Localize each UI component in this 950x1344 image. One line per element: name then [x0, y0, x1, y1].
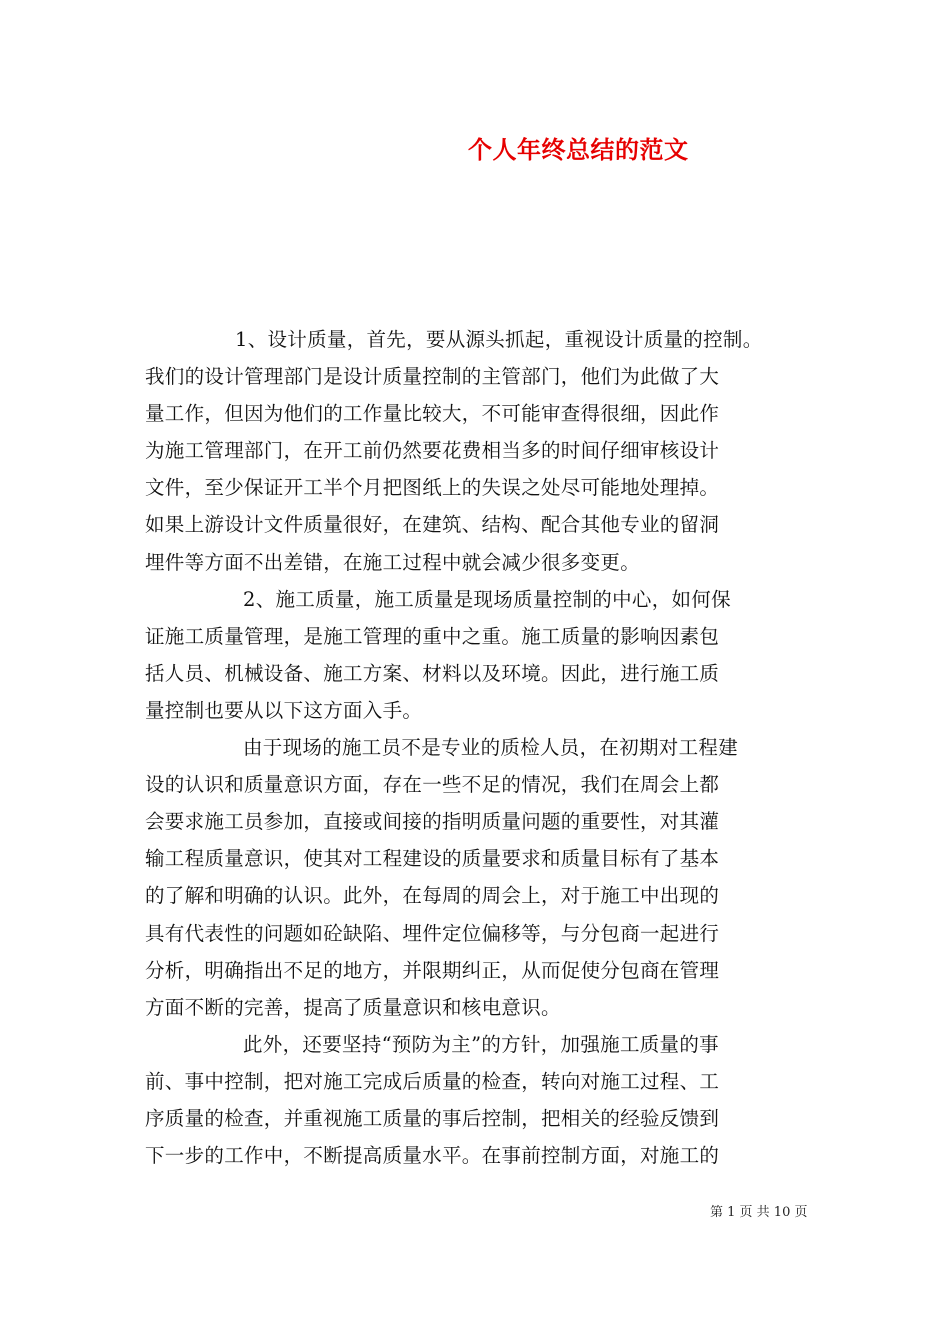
- text-line: 括人员、机械设备、施工方案、材料以及环境。因此，进行施工质: [145, 661, 720, 685]
- document-body: [145, 321, 825, 1174]
- text-line: 前、事中控制，把对施工完成后质量的检查，转向对施工过程、工: [145, 1069, 720, 1093]
- text-line: 量工作，但因为他们的工作量比较大，不可能审查得很细，因此作: [145, 402, 720, 426]
- text-line: 设的认识和质量意识方面，存在一些不足的情况，我们在周会上都: [145, 773, 720, 797]
- page-footer: 第 1 页 共 10 页: [710, 1205, 808, 1220]
- text-line: 埋件等方面不出差错，在施工过程中就会减少很多变更。: [145, 550, 641, 574]
- text-line: 序质量的检查，并重视施工质量的事后控制，把相关的经验反馈到: [145, 1106, 720, 1130]
- text-line: 我们的设计管理部门是设计质量控制的主管部门，他们为此做了大: [145, 365, 720, 389]
- page-title: 个人年终总结的范文: [468, 135, 689, 164]
- text-line: 为施工管理部门，在开工前仍然要花费相当多的时间仔细审核设计: [145, 439, 720, 463]
- text-line: 如果上游设计文件质量很好，在建筑、结构、配合其他专业的留洞: [145, 513, 720, 537]
- text-line: 由于现场的施工员不是专业的质检人员，在初期对工程建: [243, 736, 739, 760]
- text-line: 分析，明确指出不足的地方，并限期纠正，从而促使分包商在管理: [145, 958, 720, 982]
- text-line: 具有代表性的问题如砼缺陷、埋件定位偏移等，与分包商一起进行: [145, 921, 720, 945]
- text-line: 下一步的工作中，不断提高质量水平。在事前控制方面，对施工的: [145, 1144, 720, 1168]
- text-line: 输工程质量意识，使其对工程建设的质量要求和质量目标有了基本: [145, 847, 720, 871]
- text-line: 证施工质量管理，是施工管理的重中之重。施工质量的影响因素包: [145, 624, 720, 648]
- text-line: 1、设计质量，首先，要从源头抓起，重视设计质量的控制。: [235, 328, 763, 351]
- text-line: 会要求施工员参加，直接或间接的指明质量问题的重要性，对其灌: [145, 810, 720, 834]
- text-line: 2、施工质量，施工质量是现场质量控制的中心，如何保: [243, 587, 731, 611]
- text-line: 的了解和明确的认识。此外，在每周的周会上，对于施工中出现的: [145, 884, 720, 908]
- text-line: 文件，至少保证开工半个月把图纸上的失误之处尽可能地处理掉。: [145, 476, 720, 500]
- text-line: 此外，还要坚持“预防为主”的方针，加强施工质量的事: [243, 1032, 719, 1056]
- text-line: 方面不断的完善，提高了质量意识和核电意识。: [145, 995, 561, 1019]
- text-line: 量控制也要从以下这方面入手。: [145, 698, 423, 722]
